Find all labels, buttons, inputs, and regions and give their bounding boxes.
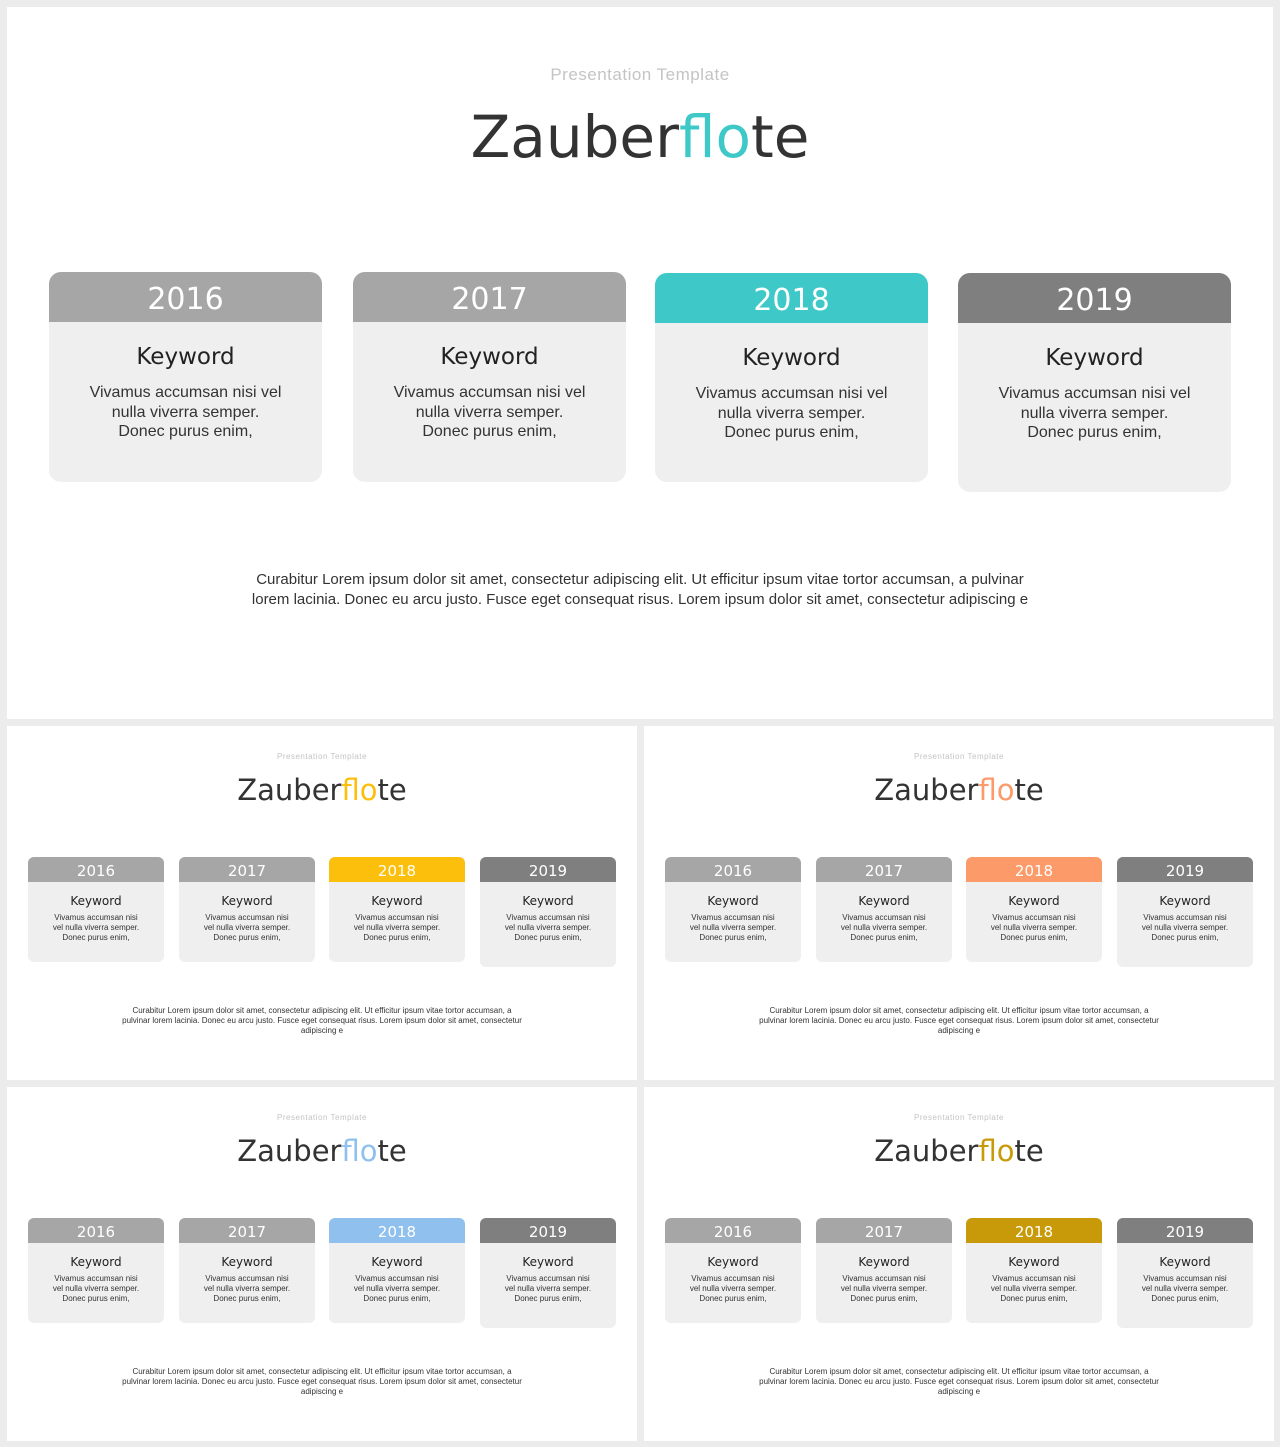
- timeline-card-2: [816, 857, 952, 962]
- timeline-card-1: [28, 857, 164, 962]
- card-description: Vivamus accumsan nisi vel nulla viverra semper. Donec purus enim,: [990, 913, 1078, 942]
- year-header: 2018: [655, 273, 928, 323]
- card-description: Vivamus accumsan nisi vel nulla viverra semper. Donec purus enim,: [998, 385, 1191, 441]
- card-description: Vivamus accumsan nisi vel nulla viverra semper. Donec purus enim,: [689, 1274, 777, 1303]
- year-header: 2016: [49, 272, 322, 322]
- card-description: Vivamus accumsan nisi vel nulla viverra semper. Donec purus enim,: [840, 913, 928, 942]
- title-main: Zauber: [237, 1134, 342, 1168]
- year-header: 2019: [1117, 1218, 1253, 1243]
- timeline-card-2: [816, 1218, 952, 1323]
- title-main: Zauber: [874, 1134, 979, 1168]
- card-description: Vivamus accumsan nisi vel nulla viverra semper. Donec purus enim,: [203, 1274, 291, 1303]
- card-keyword: Keyword: [1159, 1255, 1211, 1269]
- year-header: 2018: [966, 1218, 1102, 1243]
- card-description: Vivamus accumsan nisi vel nulla viverra semper. Donec purus enim,: [504, 913, 592, 942]
- title-end: te: [1014, 773, 1044, 807]
- title: [7, 97, 1273, 177]
- title-accent: flo: [978, 1134, 1015, 1168]
- card-description: Vivamus accumsan nisi vel nulla viverra semper. Donec purus enim,: [504, 1274, 592, 1303]
- timeline-card-1: [49, 272, 322, 482]
- card-description: Vivamus accumsan nisi vel nulla viverra semper. Donec purus enim,: [695, 385, 888, 441]
- card-description: Vivamus accumsan nisi vel nulla viverra semper. Donec purus enim,: [1141, 913, 1229, 942]
- card-description: Vivamus accumsan nisi vel nulla viverra semper. Donec purus enim,: [689, 913, 777, 942]
- card-keyword: Keyword: [1008, 894, 1060, 908]
- title: [7, 1131, 637, 1171]
- year-header: 2018: [329, 857, 465, 882]
- year-header: 2017: [179, 1218, 315, 1243]
- card-description: Vivamus accumsan nisi vel nulla viverra semper. Donec purus enim,: [353, 1274, 441, 1303]
- title-accent: flo: [341, 1134, 378, 1168]
- card-keyword: Keyword: [221, 894, 273, 908]
- title-main: Zauber: [874, 773, 979, 807]
- timeline-card-1: [28, 1218, 164, 1323]
- footer-text: Curabitur Lorem ipsum dolor sit amet, consectetur adipiscing elit. Ut efficitur ipsum vitae tortor accumsan, a pulvinar lorem lacinia. Donec eu arcu justo. Fusce eget consequat risus. Lorem ipsum dolor sit amet, consectetur adipiscing e: [759, 1006, 1159, 1035]
- card-keyword: Keyword: [1045, 345, 1144, 371]
- timeline-card-3: [966, 1218, 1102, 1323]
- year-header: 2016: [28, 1218, 164, 1243]
- card-keyword: Keyword: [371, 894, 423, 908]
- slide-teal: [7, 7, 1273, 719]
- title: [7, 770, 637, 810]
- subtitle: Presentation Template: [550, 65, 730, 84]
- card-description: Vivamus accumsan nisi vel nulla viverra semper. Donec purus enim,: [52, 1274, 140, 1303]
- card-keyword: Keyword: [440, 344, 539, 370]
- year-header: 2019: [958, 273, 1231, 323]
- card-keyword: Keyword: [136, 344, 235, 370]
- card-keyword: Keyword: [707, 894, 759, 908]
- year-header: 2017: [816, 857, 952, 882]
- year-header: 2017: [179, 857, 315, 882]
- timeline-card-3: [966, 857, 1102, 962]
- year-header: 2018: [329, 1218, 465, 1243]
- year-header: 2019: [1117, 857, 1253, 882]
- year-header: 2017: [353, 272, 626, 322]
- title: [644, 1131, 1274, 1171]
- timeline-card-3: [655, 273, 928, 482]
- subtitle: Presentation Template: [914, 752, 1004, 761]
- card-description: Vivamus accumsan nisi vel nulla viverra semper. Donec purus enim,: [990, 1274, 1078, 1303]
- slide-blue: [7, 1087, 637, 1441]
- year-header: 2017: [816, 1218, 952, 1243]
- title-accent: flo: [978, 773, 1015, 807]
- card-keyword: Keyword: [742, 345, 841, 371]
- subtitle: Presentation Template: [277, 752, 367, 761]
- timeline-card-2: [179, 857, 315, 962]
- footer-text: Curabitur Lorem ipsum dolor sit amet, consectetur adipiscing elit. Ut efficitur ipsum vitae tortor accumsan, a pulvinar lorem lacinia. Donec eu arcu justo. Fusce eget consequat risus. Lorem ipsum dolor sit amet, consectetur adipiscing e: [759, 1367, 1159, 1396]
- timeline-card-4: [480, 857, 616, 967]
- card-description: Vivamus accumsan nisi vel nulla viverra semper. Donec purus enim,: [353, 913, 441, 942]
- title-end: te: [1014, 1134, 1044, 1168]
- footer-text: Curabitur Lorem ipsum dolor sit amet, consectetur adipiscing elit. Ut efficitur ipsum vitae tortor accumsan, a pulvinar lorem lacinia. Donec eu arcu justo. Fusce eget consequat risus. Lorem ipsum dolor sit amet, consectetur adipiscing e: [122, 1006, 522, 1035]
- slide-orange: [644, 726, 1274, 1080]
- year-header: 2016: [665, 857, 801, 882]
- card-description: Vivamus accumsan nisi vel nulla viverra semper. Donec purus enim,: [1141, 1274, 1229, 1303]
- card-keyword: Keyword: [522, 894, 574, 908]
- timeline-card-2: [353, 272, 626, 482]
- timeline-card-2: [179, 1218, 315, 1323]
- card-keyword: Keyword: [371, 1255, 423, 1269]
- title-accent: flo: [341, 773, 378, 807]
- card-keyword: Keyword: [522, 1255, 574, 1269]
- title-accent: flo: [678, 103, 751, 171]
- card-description: Vivamus accumsan nisi vel nulla viverra semper. Donec purus enim,: [203, 913, 291, 942]
- timeline-card-4: [958, 273, 1231, 492]
- title-end: te: [377, 773, 407, 807]
- card-description: Vivamus accumsan nisi vel nulla viverra semper. Donec purus enim,: [52, 913, 140, 942]
- title-end: te: [377, 1134, 407, 1168]
- year-header: 2016: [28, 857, 164, 882]
- year-header: 2019: [480, 857, 616, 882]
- card-description: Vivamus accumsan nisi vel nulla viverra semper. Donec purus enim,: [840, 1274, 928, 1303]
- card-keyword: Keyword: [707, 1255, 759, 1269]
- timeline-card-1: [665, 857, 801, 962]
- subtitle: Presentation Template: [914, 1113, 1004, 1122]
- year-header: 2019: [480, 1218, 616, 1243]
- card-description: Vivamus accumsan nisi vel nulla viverra semper. Donec purus enim,: [393, 384, 586, 440]
- title: [644, 770, 1274, 810]
- timeline-card-1: [665, 1218, 801, 1323]
- card-keyword: Keyword: [858, 1255, 910, 1269]
- timeline-card-4: [1117, 857, 1253, 967]
- timeline-card-4: [480, 1218, 616, 1328]
- title-main: Zauber: [470, 103, 679, 171]
- card-keyword: Keyword: [221, 1255, 273, 1269]
- card-keyword: Keyword: [858, 894, 910, 908]
- year-header: 2016: [665, 1218, 801, 1243]
- year-header: 2018: [966, 857, 1102, 882]
- footer-text: Curabitur Lorem ipsum dolor sit amet, consectetur adipiscing elit. Ut efficitur ipsum vitae tortor accumsan, a pulvinar lorem lacinia. Donec eu arcu justo. Fusce eget consequat risus. Lorem ipsum dolor sit amet, consectetur adipiscing e: [122, 1367, 522, 1396]
- timeline-card-3: [329, 857, 465, 962]
- slide-gold: [644, 1087, 1274, 1441]
- timeline-card-3: [329, 1218, 465, 1323]
- timeline-card-4: [1117, 1218, 1253, 1328]
- card-keyword: Keyword: [1159, 894, 1211, 908]
- card-description: Vivamus accumsan nisi vel nulla viverra semper. Donec purus enim,: [89, 384, 282, 440]
- card-keyword: Keyword: [70, 894, 122, 908]
- footer-text: Curabitur Lorem ipsum dolor sit amet, consectetur adipiscing elit. Ut efficitur ipsum vitae tortor accumsan, a pulvinar lorem lacinia. Donec eu arcu justo. Fusce eget consequat risus. Lorem ipsum dolor sit amet, consectetur adipiscing e: [251, 571, 1029, 608]
- subtitle: Presentation Template: [277, 1113, 367, 1122]
- card-keyword: Keyword: [70, 1255, 122, 1269]
- slide-yellow: [7, 726, 637, 1080]
- title-end: te: [750, 103, 810, 171]
- card-keyword: Keyword: [1008, 1255, 1060, 1269]
- title-main: Zauber: [237, 773, 342, 807]
